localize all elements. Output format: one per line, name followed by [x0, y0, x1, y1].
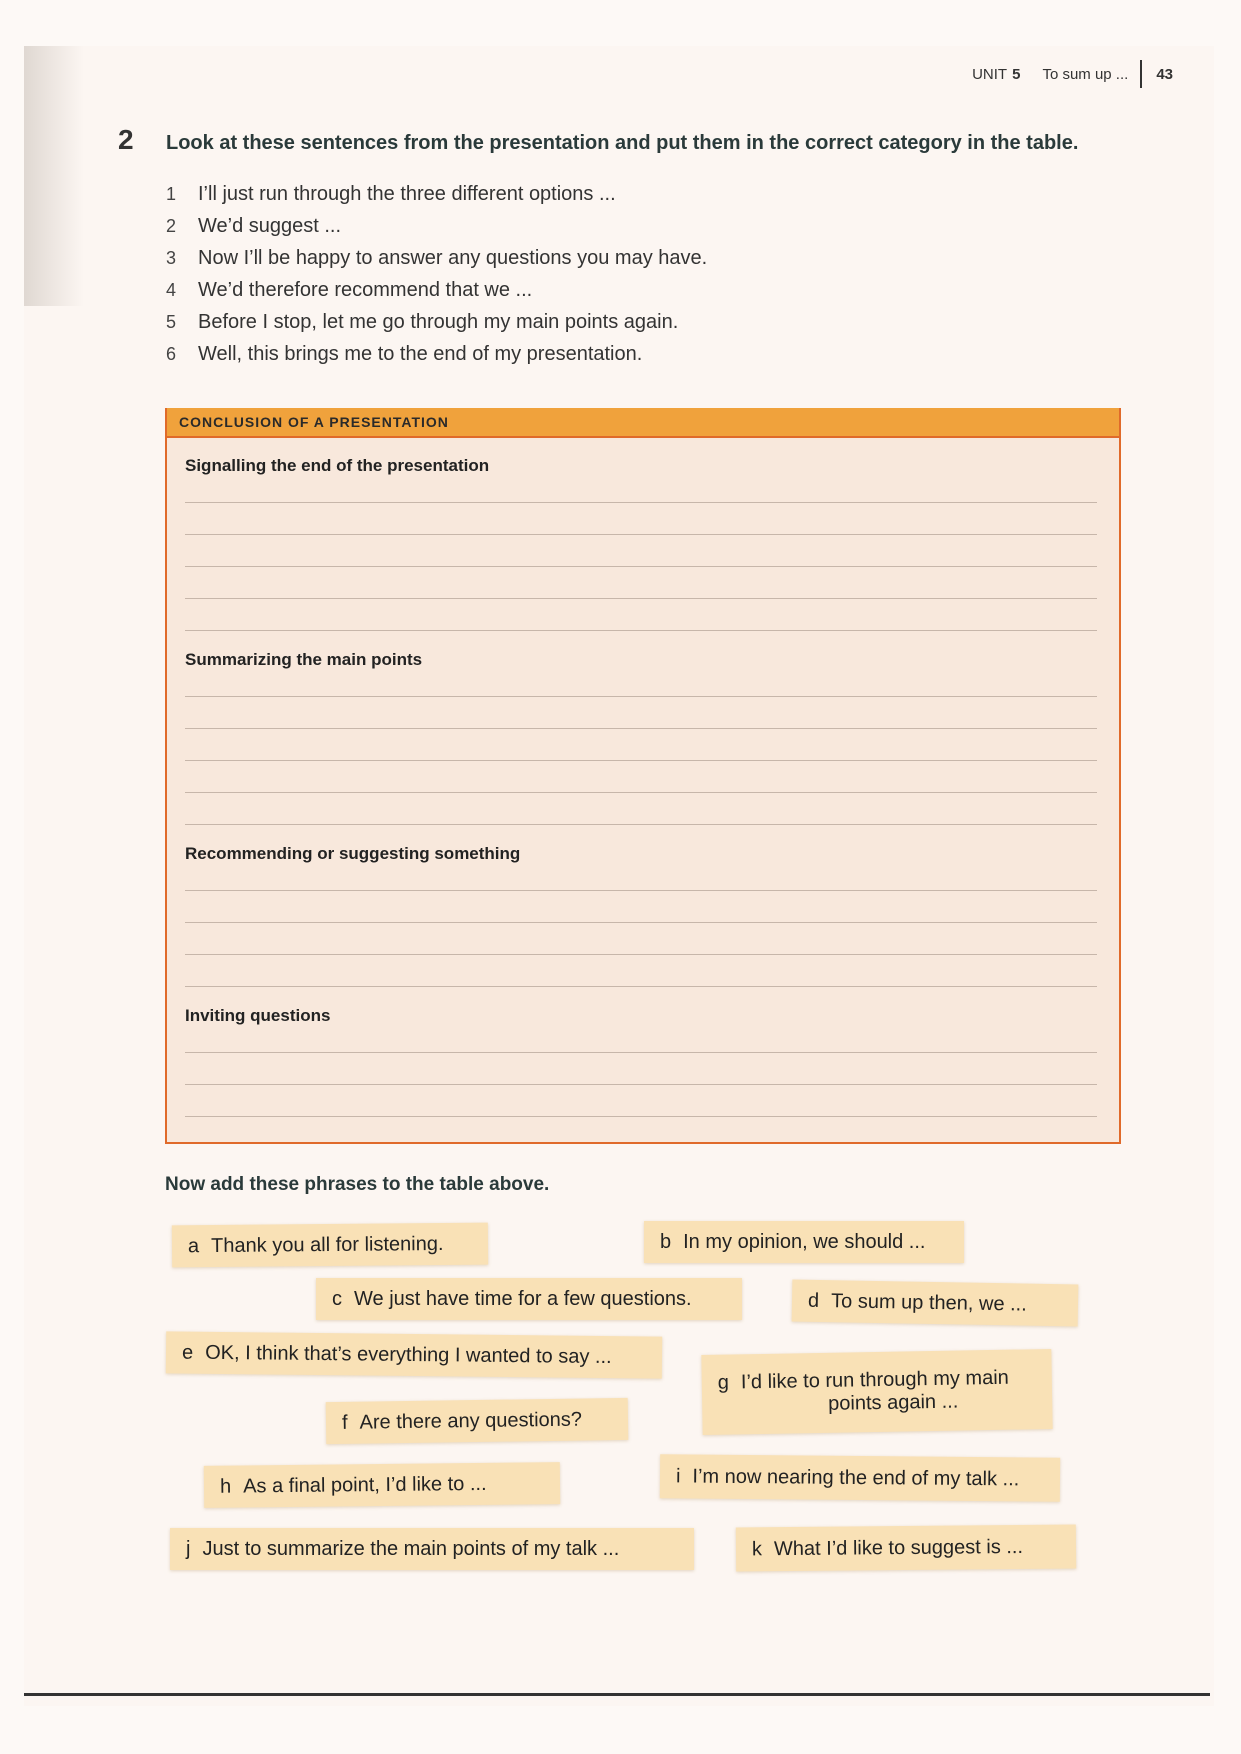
phrase-card-e[interactable]	[166, 1331, 662, 1378]
exercise-instruction: Look at these sentences from the presentation and put them in the correct category in the table.	[166, 132, 1079, 154]
list-item	[166, 210, 707, 242]
sentence-number: 4	[166, 279, 177, 300]
phrase-text: Are there any questions?	[359, 1408, 583, 1434]
sentence-number: 6	[166, 343, 177, 364]
category-inviting-questions	[185, 1006, 330, 1026]
list-item	[166, 306, 707, 338]
answer-line[interactable]	[185, 1084, 1097, 1085]
sentence-number: 1	[166, 183, 177, 204]
phrase-text: To sum up then, we ...	[830, 1289, 1027, 1316]
phrase-text: What I’d like to suggest is ...	[773, 1535, 1024, 1560]
answer-line[interactable]	[185, 792, 1097, 793]
page-shadow	[24, 46, 84, 306]
phrase-text: Just to summarize the main points of my talk ...	[202, 1537, 620, 1560]
bottom-rule	[24, 1693, 1210, 1696]
phrase-card-j[interactable]	[170, 1528, 694, 1570]
answer-line[interactable]	[185, 502, 1097, 503]
phrase-letter: c	[332, 1287, 342, 1310]
header-divider	[1140, 60, 1142, 88]
conclusion-table	[165, 408, 1121, 1144]
phrase-text: We just have time for a few questions.	[354, 1287, 692, 1310]
sentence-text: I’ll just run through the three different options ...	[198, 182, 616, 205]
unit-label: UNIT	[972, 65, 1008, 83]
list-item	[166, 338, 707, 370]
unit-number: 5	[1012, 65, 1021, 83]
category-title: Inviting questions	[185, 1006, 331, 1025]
phrase-letter: f	[341, 1411, 348, 1434]
sentence-text: We’d therefore recommend that we ...	[198, 278, 533, 301]
sentence-text: Before I stop, let me go through my main points again.	[198, 310, 679, 333]
phrase-letter: h	[219, 1475, 232, 1498]
category-title: Summarizing the main points	[185, 650, 423, 669]
category-summarizing	[185, 650, 422, 670]
phrase-letter: j	[186, 1537, 191, 1560]
phrase-text-line2: points again ...	[828, 1390, 959, 1415]
phrase-card-i[interactable]	[660, 1454, 1060, 1501]
phrase-letter: i	[675, 1464, 681, 1487]
answer-line[interactable]	[185, 986, 1097, 987]
sentence-text: Now I’ll be happy to answer any questions you may have.	[198, 246, 708, 269]
phrase-card-b[interactable]	[644, 1221, 964, 1263]
answer-line[interactable]	[185, 1052, 1097, 1053]
phrase-letter: k	[751, 1537, 763, 1560]
list-item	[166, 274, 707, 306]
page-number: 43	[1156, 65, 1173, 83]
page-header	[972, 63, 1173, 85]
phrase-card-f[interactable]	[326, 1398, 629, 1444]
answer-line[interactable]	[185, 760, 1097, 761]
phrase-text: As a final point, I’d like to ...	[243, 1472, 487, 1497]
answer-line[interactable]	[185, 890, 1097, 891]
phrase-letter: g	[717, 1371, 730, 1394]
answer-line[interactable]	[185, 1116, 1097, 1117]
category-title: Recommending or suggesting something	[185, 844, 521, 863]
sentence-list	[166, 178, 707, 370]
answer-line[interactable]	[185, 630, 1097, 631]
answer-line[interactable]	[185, 954, 1097, 955]
phrase-card-d[interactable]	[792, 1280, 1079, 1327]
category-recommending	[185, 844, 520, 864]
phrase-letter: a	[187, 1234, 200, 1257]
phrase-text: I’d like to run through my main	[740, 1366, 1009, 1394]
phrase-card-h[interactable]	[204, 1462, 560, 1508]
answer-line[interactable]	[185, 566, 1097, 567]
phrase-text: Thank you all for listening.	[211, 1232, 444, 1257]
phrase-card-g[interactable]	[701, 1349, 1052, 1435]
sentence-number: 5	[166, 311, 177, 332]
phrase-card-a[interactable]	[172, 1223, 488, 1268]
answer-line[interactable]	[185, 922, 1097, 923]
category-title: Signalling the end of the presentation	[185, 456, 490, 475]
answer-line[interactable]	[185, 728, 1097, 729]
phrase-letter: d	[807, 1289, 820, 1312]
table-title: CONCLUSION OF A PRESENTATION	[167, 408, 1119, 438]
category-signalling-end	[185, 456, 489, 476]
sentence-number: 2	[166, 215, 177, 236]
exercise-number: 2	[118, 124, 134, 155]
sentence-number: 3	[166, 247, 177, 268]
section-title: To sum up ...	[1042, 65, 1129, 83]
list-item	[166, 242, 707, 274]
phrase-text: In my opinion, we should ...	[683, 1230, 926, 1253]
phrases-instruction: Now add these phrases to the table above.	[165, 1174, 550, 1195]
phrase-letter: e	[181, 1341, 194, 1364]
answer-line[interactable]	[185, 534, 1097, 535]
answer-line[interactable]	[185, 824, 1097, 825]
phrase-text: I’m now nearing the end of my talk ...	[692, 1465, 1020, 1490]
phrase-card-c[interactable]	[316, 1278, 742, 1320]
phrase-text: OK, I think that’s everything I wanted to say ...	[205, 1341, 612, 1368]
answer-line[interactable]	[185, 696, 1097, 697]
phrase-letter: b	[660, 1230, 672, 1253]
sentence-text: We’d suggest ...	[198, 214, 342, 237]
sentence-text: Well, this brings me to the end of my presentation.	[198, 342, 643, 365]
phrase-card-k[interactable]	[736, 1525, 1076, 1572]
answer-line[interactable]	[185, 598, 1097, 599]
list-item	[166, 178, 707, 210]
